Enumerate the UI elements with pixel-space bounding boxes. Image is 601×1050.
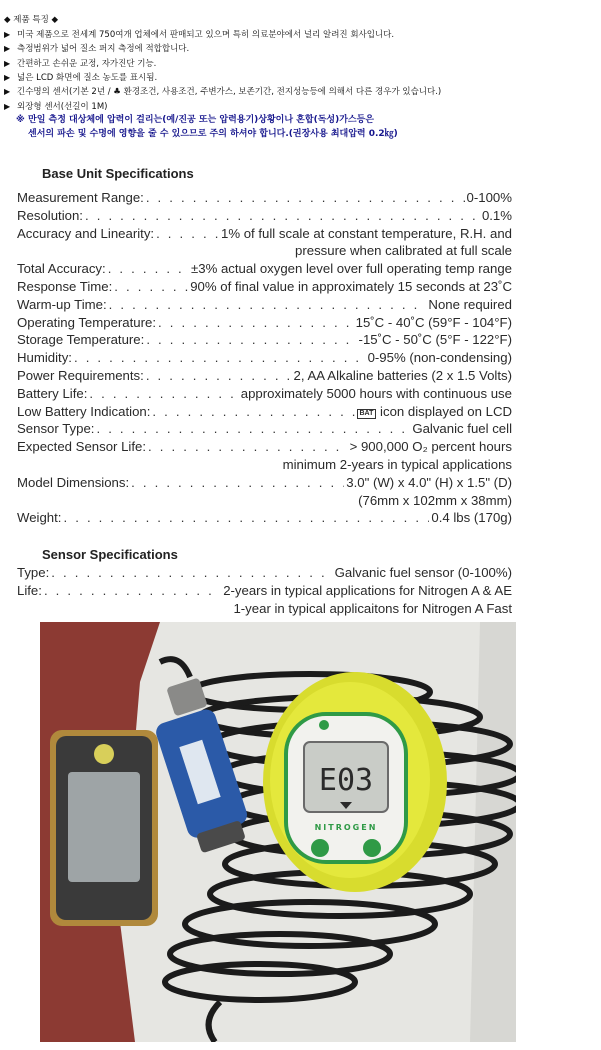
- triangle-bullet-icon: ▶: [4, 73, 11, 82]
- spec-row: [17, 296, 512, 314]
- spec-label: Response Time:: [17, 278, 113, 294]
- dot-leader: [44, 582, 221, 600]
- spec-value-wrap: [223, 582, 512, 600]
- spec-value-wrap: [335, 564, 512, 582]
- dot-leader: [74, 349, 366, 367]
- spec-row: [17, 207, 512, 225]
- dot-leader: [108, 260, 189, 278]
- spec-value: 90% of final value in approximately 15 seconds at 23˚C: [190, 278, 512, 294]
- battery-icon: BAT: [357, 409, 377, 419]
- spec-label: Storage Temperature:: [17, 332, 145, 348]
- spec-value-wrap: [191, 260, 512, 278]
- dot-leader: [89, 385, 238, 403]
- base-unit-title: Base Unit Specifications: [42, 166, 194, 181]
- spec-label: Type:: [17, 565, 50, 580]
- spec-row: [17, 474, 512, 492]
- spec-label: Life:: [17, 582, 42, 598]
- spec-label: Expected Sensor Life:: [17, 439, 147, 455]
- spec-value: Galvanic fuel sensor (0-100%): [334, 565, 512, 580]
- spec-value-wrap: [428, 296, 512, 314]
- spec-value: 0-100%: [466, 190, 512, 205]
- spec-value: 2, AA Alkaline batteries (2 x 1.5 Volts): [293, 367, 512, 383]
- spec-row: [17, 582, 512, 600]
- spec-value-continuation: (76mm x 102mm x 38mm): [358, 492, 512, 508]
- feature-item: ▶ 미국 제품으로 전세계 750여개 업체에서 판매되고 있으며 특히 의료분야에서 널리 알려진 회사입니다.: [4, 30, 395, 40]
- spec-value: Galvanic fuel cell: [412, 421, 512, 437]
- spec-value: 15˚C - 40˚C (59°F - 104°F): [355, 314, 512, 330]
- spec-value: ±3% actual oxygen level over full operating temp range: [191, 261, 512, 277]
- dot-leader: [131, 474, 344, 492]
- triangle-bullet-icon: ▶: [4, 102, 11, 111]
- dot-leader: [146, 367, 292, 385]
- spec-value: None required: [428, 296, 512, 312]
- spec-label: Operating Temperature:: [17, 314, 157, 330]
- dot-leader: [148, 438, 348, 456]
- spec-value-wrap: [241, 385, 512, 403]
- spec-value-wrap: [368, 349, 512, 367]
- spec-row: [17, 509, 512, 527]
- dot-leader: [51, 564, 332, 582]
- dot-leader: [63, 509, 429, 527]
- spec-row: [17, 331, 512, 349]
- device-label: NITROGEN: [314, 823, 378, 832]
- dot-leader: [109, 296, 427, 314]
- spec-value: approximately 5000 hours with continuous use: [240, 385, 512, 401]
- spec-value-wrap: [294, 367, 512, 385]
- spec-value-wrap: [412, 420, 512, 438]
- spec-value: -15˚C - 50˚C (5°F - 122°F): [358, 332, 512, 348]
- down-button: [311, 839, 329, 857]
- spec-row: [17, 314, 512, 332]
- dot-leader: [96, 420, 410, 438]
- triangle-bullet-icon: ▶: [4, 44, 11, 53]
- spec-value: icon displayed on LCD: [380, 403, 512, 419]
- spec-value: 3.0" (W) x 4.0" (H) x 1.5" (D): [346, 474, 512, 490]
- spec-value-continuation: minimum 2-years in typical applications: [282, 456, 512, 472]
- spec-label: Model Dimensions:: [17, 474, 130, 490]
- spec-value-wrap: [359, 331, 512, 349]
- spec-row: [17, 403, 512, 421]
- spec-label: Power Requirements:: [17, 367, 144, 383]
- spec-value: 0.1%: [481, 207, 512, 223]
- dot-leader: [146, 189, 465, 207]
- dot-leader: [85, 207, 480, 225]
- spec-value-wrap: [467, 189, 512, 207]
- feature-item: ▶ 넓은 LCD 화면에 질소 농도를 표시됨.: [4, 73, 158, 83]
- warning-line-2: 센서의 파손 및 수명에 영향을 줄 수 있으므로 주의 하셔야 합니다.(권장사용 최대압력 0.2㎏): [28, 129, 398, 139]
- spec-label: Warm-up Time:: [17, 296, 107, 312]
- spec-row: [17, 260, 512, 278]
- spec-value: 0.4 lbs (170g): [431, 510, 512, 526]
- spec-label: Measurement Range:: [17, 190, 144, 205]
- spec-label: Accuracy and Linearity:: [17, 225, 155, 241]
- spec-label: Resolution:: [17, 207, 83, 223]
- spec-value-wrap: [482, 207, 512, 225]
- spec-row: [17, 367, 512, 385]
- spec-row: [17, 225, 512, 243]
- spec-label: Weight:: [17, 510, 62, 526]
- spec-label: Battery Life:: [17, 385, 88, 401]
- warning-line-1: ※ 만일 측정 대상체에 압력이 걸리는(예/진공 또는 압력용기)상황이나 혼합(독성)가스등은: [16, 115, 374, 125]
- spec-label: Humidity:: [17, 350, 72, 366]
- spec-value-wrap: [346, 474, 512, 492]
- flip-phone: [50, 730, 158, 926]
- spec-value-wrap: [190, 278, 512, 296]
- dot-leader: [156, 225, 219, 243]
- spec-value-continuation: 1-year in typical applicaitons for Nitrogen A Fast: [233, 600, 512, 616]
- dot-leader: [152, 403, 354, 421]
- spec-value-wrap: [356, 314, 512, 332]
- spec-row: [17, 564, 512, 582]
- dot-leader: [158, 314, 354, 332]
- spec-value-continuation: pressure when calibrated at full scale: [295, 243, 512, 259]
- triangle-bullet-icon: ▶: [4, 59, 11, 68]
- triangle-bullet-icon: ▶: [4, 30, 11, 39]
- spec-value-wrap: [350, 438, 512, 456]
- spec-value-wrap: [431, 509, 512, 527]
- spec-row: [17, 278, 512, 296]
- dot-leader: [114, 278, 188, 296]
- spec-label: Sensor Type:: [17, 421, 95, 437]
- spec-label: Low Battery Indication:: [17, 403, 151, 419]
- spec-value-wrap: [357, 403, 513, 421]
- feature-item: ▶ 외장형 센서(선길이 1M): [4, 102, 108, 112]
- feature-item: ▶ 측정범위가 넓어 질소 퍼지 측정에 적합합니다.: [4, 44, 190, 54]
- sensor-title: Sensor Specifications: [42, 547, 178, 562]
- feature-item: ▶ 간편하고 손쉬운 교정, 자가진단 기능.: [4, 59, 157, 69]
- sensor-spec-list: [17, 564, 512, 617]
- spec-row: [17, 349, 512, 367]
- base-unit-spec-list: [17, 189, 512, 527]
- spec-row: [17, 385, 512, 403]
- nitrogen-analyzer: [263, 672, 447, 892]
- lcd-reading: E03: [318, 763, 374, 798]
- spec-row: [17, 189, 512, 207]
- dot-leader: [146, 331, 356, 349]
- spec-value-wrap: [221, 225, 512, 243]
- reference-mark-icon: ※: [16, 115, 25, 125]
- spec-row: [17, 438, 512, 456]
- product-photo-drawing: [40, 622, 516, 1042]
- spec-value: 2-years in typical applications for Nitrogen A & AE: [223, 582, 512, 598]
- spec-row: [17, 420, 512, 438]
- spec-value: 1% of full scale at constant temperature, R.H. and: [220, 225, 512, 241]
- spec-label: Total Accuracy:: [17, 261, 106, 277]
- feature-item: ▶ 긴수명의 센서(기본 2년 / ♣ 환경조건, 사용조건, 주변가스, 보존기간, 전지성능등에 의해서 다른 경우가 있습니다.): [4, 87, 442, 97]
- triangle-bullet-icon: ▶: [4, 87, 11, 96]
- features-heading: ◆ 제품 특징 ◆: [4, 15, 59, 25]
- spec-value: > 900,000 O₂ percent hours: [349, 439, 512, 455]
- product-photo: [40, 622, 516, 1042]
- spec-value: 0-95% (non-condensing): [367, 350, 512, 366]
- power-button: [363, 839, 381, 857]
